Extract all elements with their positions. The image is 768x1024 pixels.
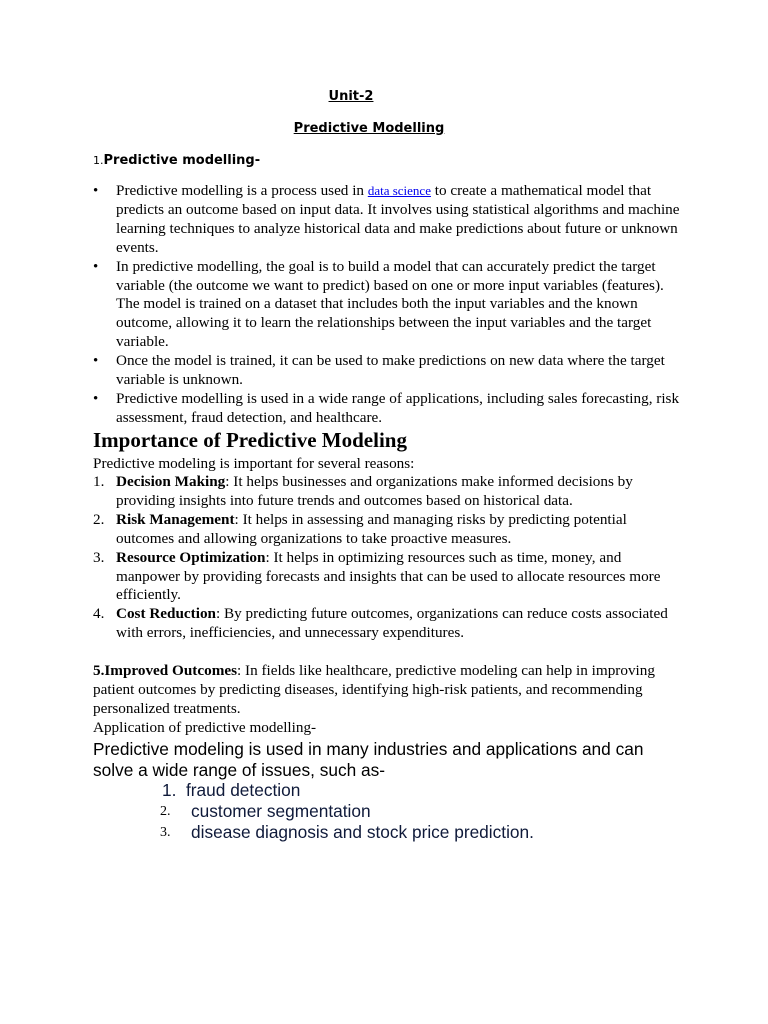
reason-term: Cost Reduction (116, 605, 216, 623)
list-item (160, 780, 534, 801)
reason-description: : It helps businesses and organizations make informed decisions by providing insights into future trends and outcomes based on historical data. (116, 473, 633, 509)
bullet-text: to create a mathematical model that predicts an outcome based on input data. It involves using statistical algorithms and machine learning techniques to analyze historical data and make predictions about future or unknown events. (116, 182, 680, 256)
list-item (160, 822, 534, 843)
list-number: 3. (160, 825, 171, 840)
list-item (93, 605, 683, 643)
importance-intro: Predictive modeling is important for several reasons: (93, 455, 415, 472)
application-text: disease diagnosis and stock price prediction. (191, 822, 534, 842)
list-number: 4. (93, 605, 105, 623)
bullet-item (93, 258, 683, 353)
bullet-text: In predictive modelling, the goal is to build a model that can accurately predict the target variable (the outcome we want to predict) based on one or more input variables (features). The model is trained on a dataset that includes both the input variables and the known outcome, allowing it to learn the relationships between the input variables and the target variable. (116, 257, 664, 351)
list-item (93, 511, 683, 549)
application-text: fraud detection (186, 780, 301, 800)
unit-title: Unit-2 (328, 89, 374, 104)
application-intro: Predictive modeling is used in many industries and applications and can solve a wide range of issues, such as- (93, 739, 644, 780)
list-number: 1. (162, 780, 177, 800)
section-heading (93, 153, 260, 168)
bullet-text: Predictive modelling is used in a wide range of applications, including sales forecasting, risk assessment, fraud detection, and healthcare. (116, 389, 680, 426)
list-number: 3. (93, 548, 105, 566)
bullet-item (93, 182, 683, 258)
reasons-list (93, 473, 683, 643)
data-science-link[interactable]: data science (367, 183, 431, 198)
bullet-item (93, 352, 683, 390)
reason-term: Decision Making (116, 473, 226, 490)
bullet-text: Predictive modelling is a process used in (116, 182, 365, 199)
bullet-text: Once the model is trained, it can be used to make predictions on new data where the target variable is unknown. (116, 352, 665, 389)
list-number: 1. (93, 473, 105, 490)
list-item (93, 549, 683, 606)
reason-term: 5.Improved Outcomes (93, 662, 237, 679)
definition-bullet-list (93, 182, 683, 428)
reason-description: : By predicting future outcomes, organizations can reduce costs associated with errors, inefficiencies, and unnecessary expenditures. (116, 605, 668, 642)
application-text: customer segmentation (191, 801, 371, 821)
bullet-item (93, 390, 683, 428)
application-heading: Application of predictive modelling- (93, 719, 317, 736)
reason-five (93, 662, 683, 719)
list-number: 2. (160, 804, 171, 819)
importance-heading: Importance of Predictive Modeling (93, 428, 407, 452)
chapter-title: Predictive Modelling (293, 121, 445, 136)
reason-description: : It helps in optimizing resources such as time, money, and manpower by providing forecasts and insights that can be used to allocate resources more efficiently. (116, 548, 661, 604)
section-heading-text: Predictive modelling- (103, 153, 261, 168)
list-item (93, 473, 683, 511)
section-number: 1. (93, 154, 104, 167)
list-item (160, 801, 534, 822)
applications-list (160, 780, 534, 843)
reason-term: Risk Management (116, 510, 235, 528)
reason-term: Resource Optimization (116, 548, 266, 566)
reason-description: : In fields like healthcare, predictive modeling can help in improving patient outcomes by predicting diseases, identifying high-risk patients, and recommending personalized treatments. (93, 662, 655, 717)
reason-description: : It helps in assessing and managing risks by predicting potential outcomes and allowing organizations to take proactive measures. (116, 510, 627, 547)
list-number: 2. (93, 510, 105, 528)
